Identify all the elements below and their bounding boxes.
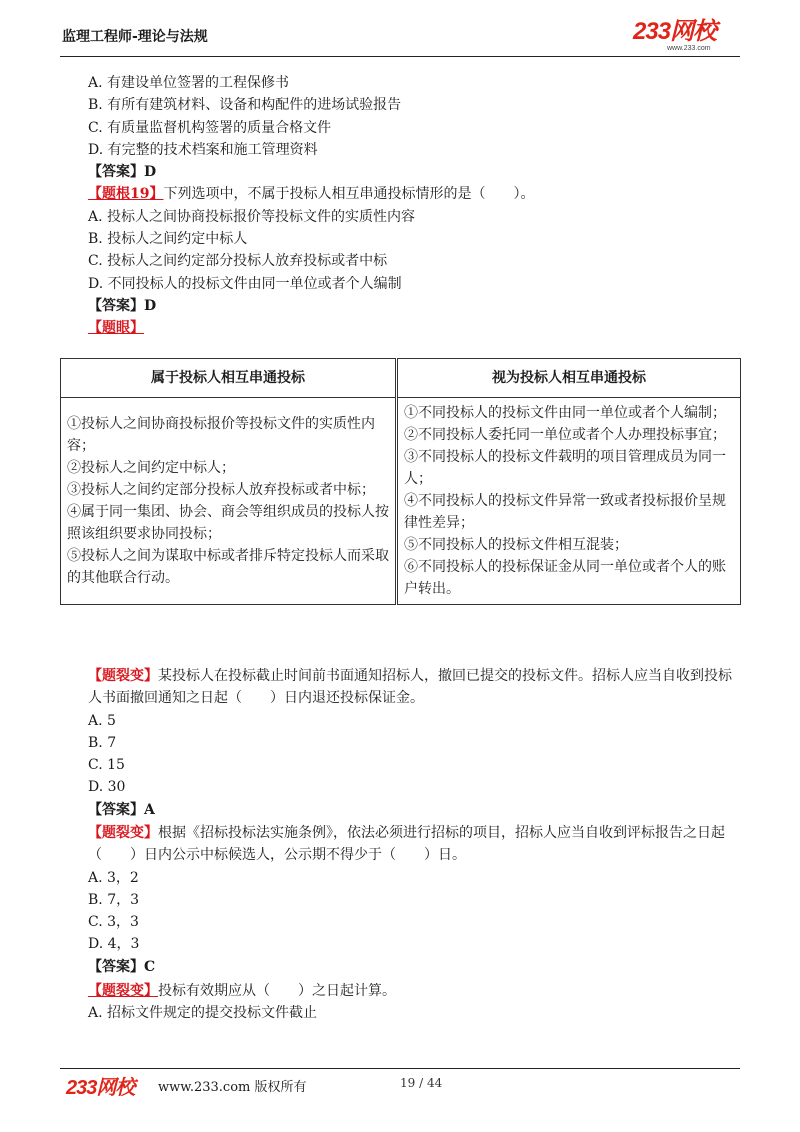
list-item: ③不同投标人的投标文件载明的项目管理成员为同一人； xyxy=(404,449,726,487)
footer-divider xyxy=(60,1068,740,1069)
list-item: ①不同投标人的投标文件由同一单位或者个人编制； xyxy=(404,405,726,421)
question-block-top xyxy=(88,72,743,340)
variant-tag: 【题裂变】 xyxy=(88,668,158,684)
footer-copyright: www.233.com 版权所有 xyxy=(158,1080,307,1095)
variant-stem xyxy=(60,822,742,867)
option-b: B. 投标人之间约定中标人 xyxy=(88,231,248,248)
option-a: A. 3，2 xyxy=(88,869,139,886)
page-number: 19 / 44 xyxy=(400,1076,443,1090)
variant-stem xyxy=(60,665,742,710)
answer: 【答案】D xyxy=(88,164,157,181)
option-c: C. 投标人之间约定部分投标人放弃投标或者中标 xyxy=(88,253,388,270)
option-a: A. 5 xyxy=(88,712,116,729)
table-header-row xyxy=(61,359,741,398)
logo-url: www.233.com xyxy=(667,45,711,52)
variant-question-3 xyxy=(60,980,742,1025)
list-item: ⑤不同投标人的投标文件相互混装； xyxy=(404,537,628,553)
variant-text: 某投标人在投标截止时间前书面通知招标人，撤回已提交的投标文件。招标人应当自收到投标人书面撤回通知之日起（ ）日内退还投标保证金。 xyxy=(88,668,732,707)
option-c: C. 3，3 xyxy=(88,914,139,931)
variant-tag: 【题裂变】 xyxy=(88,825,158,841)
list-item: ②不同投标人委托同一单位或者个人办理投标事宜； xyxy=(404,427,726,443)
question-19 xyxy=(88,183,743,205)
option-a: A. 投标人之间协商投标报价等投标文件的实质性内容 xyxy=(88,208,416,225)
variant-stem xyxy=(60,980,742,1002)
list-item: ④不同投标人的投标文件异常一致或者投标报价呈规律性差异； xyxy=(404,493,726,531)
variant-tag: 【题裂变】 xyxy=(88,983,158,999)
brand-logo[interactable] xyxy=(633,20,738,54)
variant-question-1 xyxy=(60,665,742,821)
option-d: D. 有完整的技术档案和施工管理资料 xyxy=(88,141,318,158)
logo-text: 233网校 xyxy=(633,18,717,45)
table-cell-right xyxy=(397,398,741,605)
question-tag: 【题根19】 xyxy=(88,186,164,203)
option-d: D. 30 xyxy=(88,779,126,796)
option-b: B. 有所有建筑材料、设备和构配件的进场试验报告 xyxy=(88,97,402,114)
option-c: C. 有质量监督机构签署的质量合格文件 xyxy=(88,119,332,136)
list-item: ③投标人之间约定部分投标人放弃投标或者中标； xyxy=(67,482,375,498)
list-item: ④属于同一集团、协会、商会等组织成员的投标人按照该组织要求协同投标； xyxy=(67,504,389,542)
list-item: ⑤投标人之间为谋取中标或者排斥特定投标人而采取的其他联合行动。 xyxy=(67,548,389,586)
option-a: A. 有建设单位签署的工程保修书 xyxy=(88,75,290,91)
collusion-comparison-table xyxy=(60,358,741,605)
option-b: B. 7 xyxy=(88,734,117,751)
document-header-title: 监理工程师-理论与法规 xyxy=(62,29,208,45)
header-divider xyxy=(60,56,740,57)
eye-tag: 【题眼】 xyxy=(88,320,144,337)
option-c: C. 15 xyxy=(88,757,125,774)
variant-text: 根据《招标投标法实施条例》，依法必须进行招标的项目，招标人应当自收到评标报告之日起（ ）日内公示中标候选人，公示期不得少于（ ）日。 xyxy=(88,825,725,864)
list-item: ②投标人之间约定中标人； xyxy=(67,460,235,476)
table-header-left: 属于投标人相互串通投标 xyxy=(61,359,397,398)
answer: 【答案】D xyxy=(88,297,157,314)
answer: 【答案】C xyxy=(88,958,156,975)
variant-question-2 xyxy=(60,822,742,978)
list-item: ①投标人之间协商投标报价等投标文件的实质性内容； xyxy=(67,416,375,454)
option-b: B. 7，3 xyxy=(88,891,140,908)
question-text: 下列选项中，不属于投标人相互串通投标情形的是（ ）。 xyxy=(163,186,535,203)
eye-tag-line xyxy=(88,317,743,339)
variant-text: 投标有效期应从（ ）之日起计算。 xyxy=(158,983,396,999)
list-item: ⑥不同投标人的投标保证金从同一单位或者个人的账户转出。 xyxy=(404,559,726,597)
table-row xyxy=(61,398,741,605)
footer-logo[interactable]: 233网校 xyxy=(66,1077,135,1099)
table-cell-left xyxy=(61,398,397,605)
table-header-right: 视为投标人相互串通投标 xyxy=(397,359,741,398)
answer: 【答案】A xyxy=(88,801,155,818)
option-d: D. 4，3 xyxy=(88,936,140,953)
option-a: A. 招标文件规定的提交投标文件截止 xyxy=(88,1005,318,1022)
option-d: D. 不同投标人的投标文件由同一单位或者个人编制 xyxy=(88,275,402,292)
